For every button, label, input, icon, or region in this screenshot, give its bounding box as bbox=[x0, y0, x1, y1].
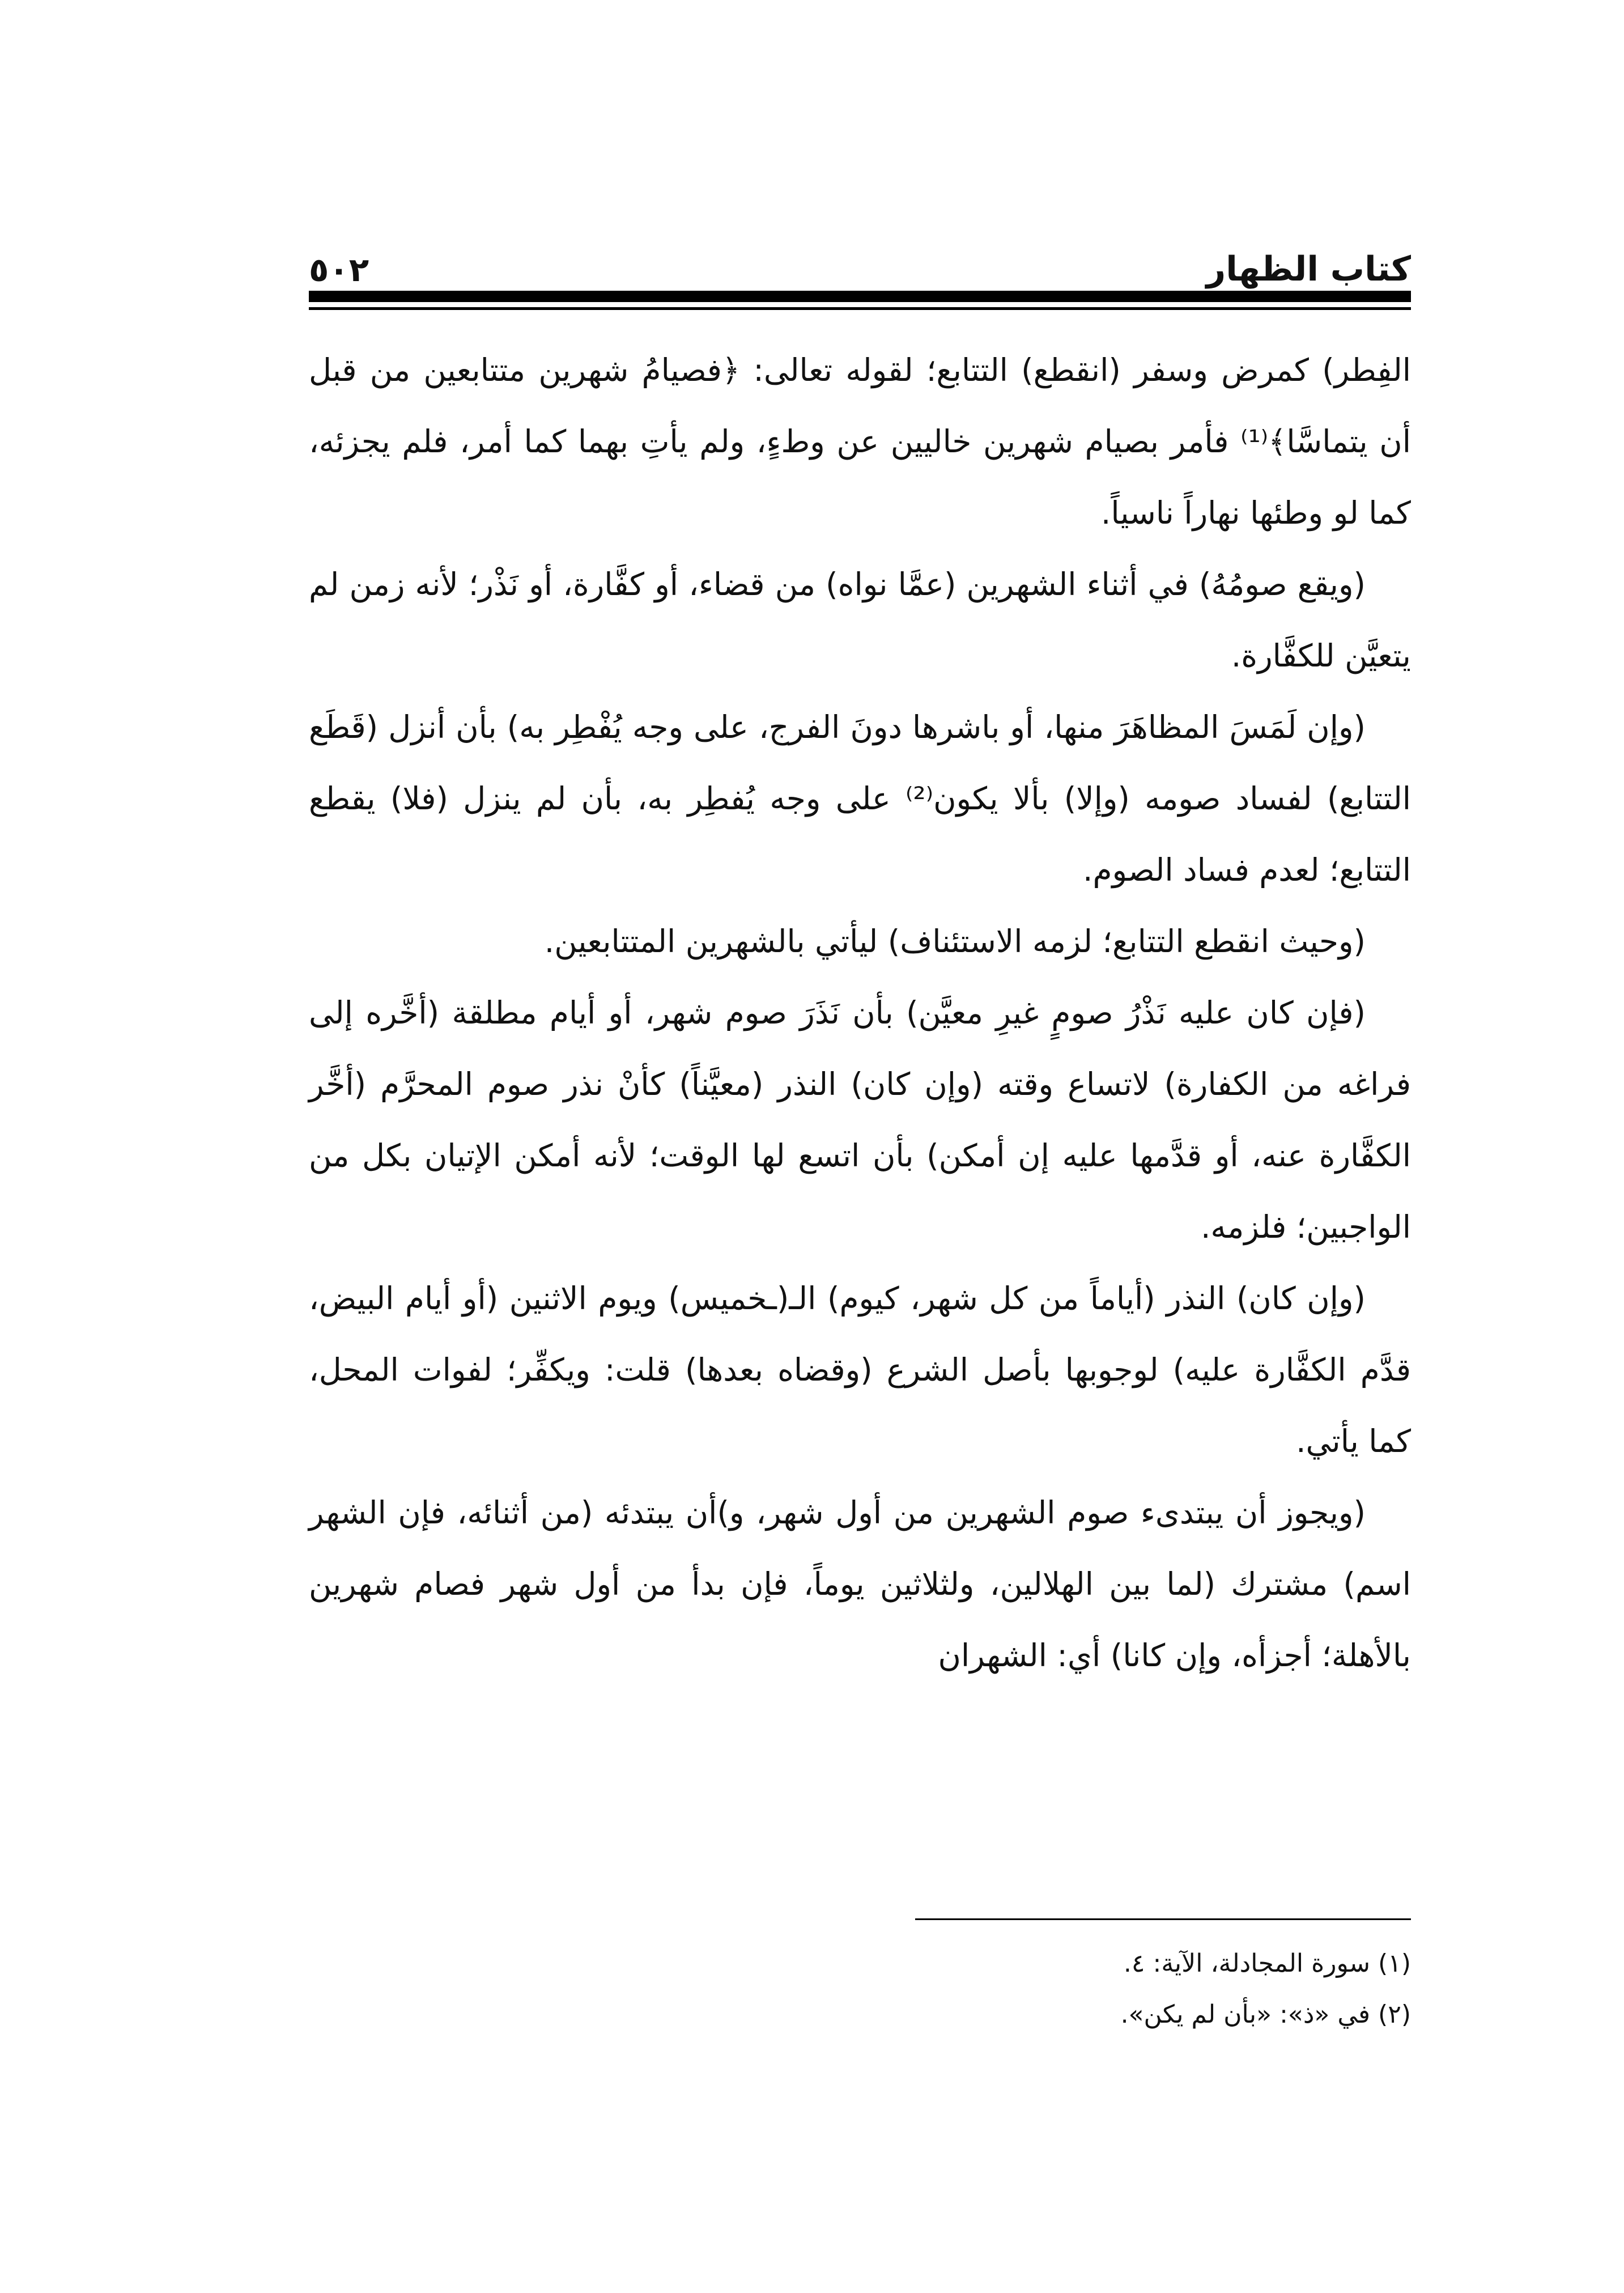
paragraph: (ويقع صومُهُ) في أثناء الشهرين (عمَّا نواه) من قضاء، أو كفَّارة، أو نَذْر؛ لأنه زمن لم يتعيَّن للكفَّارة. bbox=[309, 566, 1411, 674]
running-header bbox=[309, 224, 1411, 289]
book-title: كتاب الظهار bbox=[1206, 249, 1411, 289]
footnote-separator bbox=[915, 1918, 1411, 1920]
paragraph: (وإن لَمَسَ المظاهَرَ منها، أو باشرها دونَ الفرج، على وجه يُفْطِر به) بأن أنزل (قَطَع التتابع) لفساد صومه (وإلا) بألا يكون⁽²⁾ على وجه يُفطِر به، بأن لم ينزل (فلا) يقطع التتابع؛ لعدم فساد الصوم. bbox=[309, 709, 1412, 888]
paragraph: (وحيث انقطع التتابع؛ لزمه الاستئناف) ليأتي بالشهرين المتتابعين. bbox=[544, 923, 1366, 959]
header-rule-thick bbox=[309, 291, 1411, 302]
main-text bbox=[309, 334, 1411, 1691]
header-rule-thin bbox=[309, 307, 1411, 310]
paragraph: (فإن كان عليه نَذْرُ صومٍ غيرِ معيَّن) بأن نَذَرَ صوم شهر، أو أيام مطلقة (أخَّره إلى فراغه من الكفارة) لاتساع وقته (وإن كان) النذر (معيَّناً) كأنْ نذر صوم المحرَّم (أخَّر الكفَّارة عنه، أو قدَّمها عليه إن أمكن) بأن اتسع لها الوقت؛ لأنه أمكن الإتيان بكل من الواجبين؛ فلزمه. bbox=[309, 995, 1411, 1245]
footnote: (٢) في «ذ»: «بأن لم يكن». bbox=[1120, 2000, 1411, 2029]
paragraph: الفِطر) كمرض وسفر (انقطع) التتابع؛ لقوله تعالى: ﴿فصيامُ شهرين متتابعين من قبل أن يتماسَّا﴾⁽¹⁾ فأمر بصيام شهرين خاليين عن وطءٍ، ولم يأتِ بهما كما أمر، فلم يجزئه، كما لو وطئها نهاراً ناسياً. bbox=[309, 352, 1411, 531]
paragraph: (وإن كان) النذر (أياماً من كل شهر، كيوم) الـ(ـخميس) ويوم الاثنين (أو أيام البيض، قدَّم الكفَّارة عليه) لوجوبها بأصل الشرع (وقضاه بعدها) قلت: ويكفِّر؛ لفوات المحل، كما يأتي. bbox=[309, 1280, 1411, 1459]
footnote: (١) سورة المجادلة، الآية: ٤. bbox=[1123, 1949, 1411, 1978]
paragraph: (ويجوز أن يبتدىء صوم الشهرين من أول شهر، و)أن يبتدئه (من أثنائه، فإن الشهر اسم) مشترك (لما بين الهلالين، ولثلاثين يوماً، فإن بدأ من أول شهر فصام شهرين بالأهلة؛ أجزأه، وإن كانا) أي: الشهران bbox=[309, 1494, 1411, 1674]
page-number: ٥٠٢ bbox=[309, 250, 369, 289]
footnotes bbox=[793, 1938, 1411, 2040]
